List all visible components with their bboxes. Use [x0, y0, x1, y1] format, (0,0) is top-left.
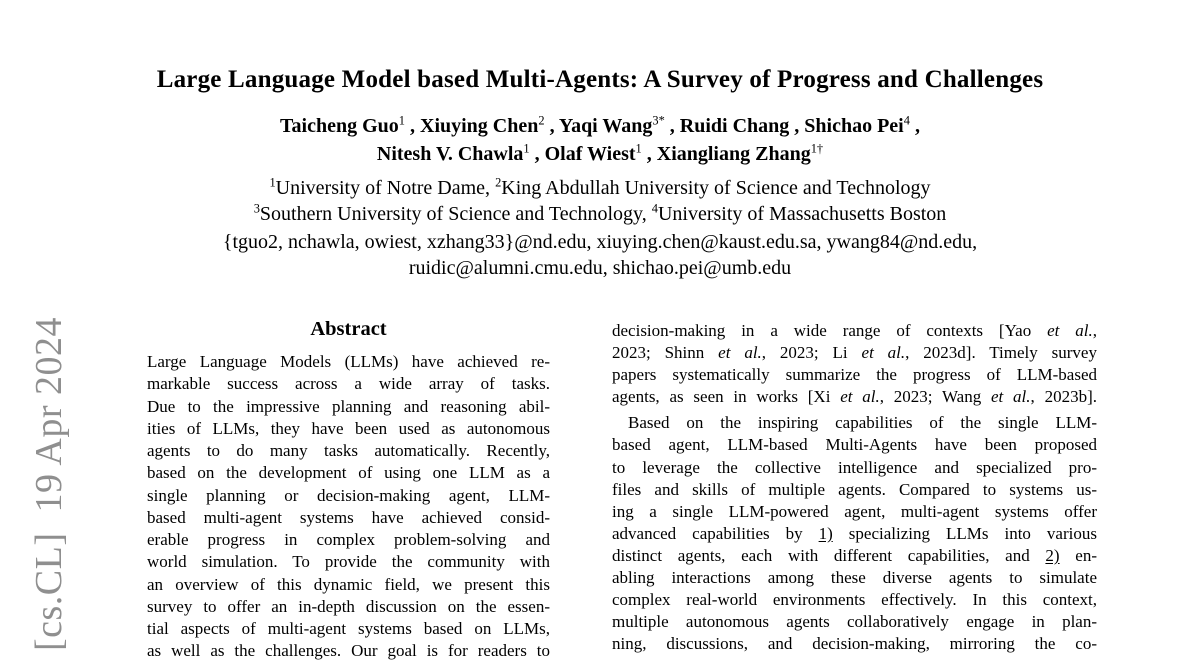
authors-block — [0, 112, 1200, 168]
abstract-line: Large Language Models (LLMs) have achieved re- — [147, 352, 550, 371]
abstract-line: tial aspects of multi-agent systems based on LLMs, — [147, 619, 550, 638]
body-text-line: multiple autonomous agents collaboratively engage in plan- — [612, 612, 1097, 632]
body-text-line: to leverage the collective intelligence and specialized pro- — [612, 457, 1097, 477]
right-column — [612, 320, 1097, 655]
abstract-line: as well as the challenges. Our goal is for readers to — [147, 641, 550, 661]
body-text-line: ing a single LLM-powered agent, multi-agent systems offer — [612, 501, 1097, 521]
paper-title: Large Language Model based Multi-Agents: A Survey of Progress and Challenges — [156, 66, 1044, 93]
body-text-line: decision-making in a wide range of contexts [Yao et al., — [612, 321, 1097, 340]
right-column-paragraph-2 — [612, 412, 1097, 655]
email-line: ruidic@alumni.cmu.edu, shichao.pei@umb.edu — [408, 256, 792, 279]
authors-line-2: Nitesh V. Chawla$^1$ , Olaf Wiest$^1$ , Xiangliang Zhang$^{1\dagger}$ — [376, 141, 824, 165]
abstract-heading: Abstract — [310, 318, 387, 340]
arxiv-watermark: [cs.CL] 19 Apr 2024 — [28, 316, 70, 651]
body-text-line: ning, discussions, and decision-making, mirroring the co- — [612, 634, 1097, 654]
abstract-line: agents to do many tasks automatically. Recently, — [147, 441, 550, 460]
body-text-line: distinct agents, each with different capabilities, and 2) en- — [612, 545, 1097, 565]
affiliations-block — [0, 176, 1200, 227]
body-text-line: advanced capabilities by 1) specializing LLMs into various — [612, 523, 1097, 543]
abstract-line: based multi-agent systems have achieved consid- — [147, 507, 550, 527]
abstract-line: Due to the impressive planning and reasoning abil- — [147, 396, 550, 416]
body-text-line: complex real-world environments effectively. In this context, — [612, 590, 1097, 610]
body-text-line: files and skills of multiple agents. Compared to systems us- — [612, 479, 1097, 499]
authors-line-1: Taicheng Guo$^1$ , Xiuying Chen$^2$ , Yaqi Wang$^{3*}$ , Ruidi Chang , Shichao Pei$^4$ , — [280, 113, 920, 137]
abstract-line: markable success across a wide array of tasks. — [147, 374, 550, 394]
body-text-line: agents, as seen in works [Xi et al., 2023; Wang et al., 2023b]. — [612, 387, 1097, 407]
abstract-line: ities of LLMs, they have been used as autonomous — [147, 418, 550, 438]
body-text-line: papers systematically summarize the progress of LLM-based — [612, 365, 1097, 385]
abstract-line: based on the development of using one LLM as a — [147, 463, 550, 483]
abstract-line: an overview of this dynamic field, we present this — [147, 574, 550, 594]
abstract-line: single planning or decision-making agent, LLM- — [147, 485, 550, 505]
abstract-line: erable progress in complex problem-solving and — [147, 530, 550, 549]
affiliation-line: $^1$University of Notre Dame, $^2$King Abdullah University of Science and Technology — [269, 175, 931, 199]
emails-block — [0, 230, 1200, 281]
body-text-line: based agent, LLM-based Multi-Agents have been proposed — [612, 435, 1097, 455]
body-text-line: Based on the inspiring capabilities of the single LLM- — [628, 413, 1097, 433]
right-column-paragraph-1 — [612, 320, 1097, 408]
abstract-body — [147, 351, 550, 663]
abstract-line: survey to offer an in-depth discussion on the essen- — [147, 596, 550, 616]
affiliation-line: $^3$Southern University of Science and Technology, $^4$University of Massachusetts Boston — [253, 200, 947, 225]
body-text-line: 2023; Shinn et al., 2023; Li et al., 2023d]. Timely survey — [612, 343, 1097, 363]
body-text-line: abling interactions among these diverse agents to simulate — [612, 568, 1097, 588]
email-line: {tguo2, nchawla, owiest, xzhang33}@nd.edu, xiuying.chen@kaust.edu.sa, ywang84@nd.edu, — [222, 231, 978, 253]
abstract-line: world simulation. To provide the community with — [147, 552, 550, 572]
